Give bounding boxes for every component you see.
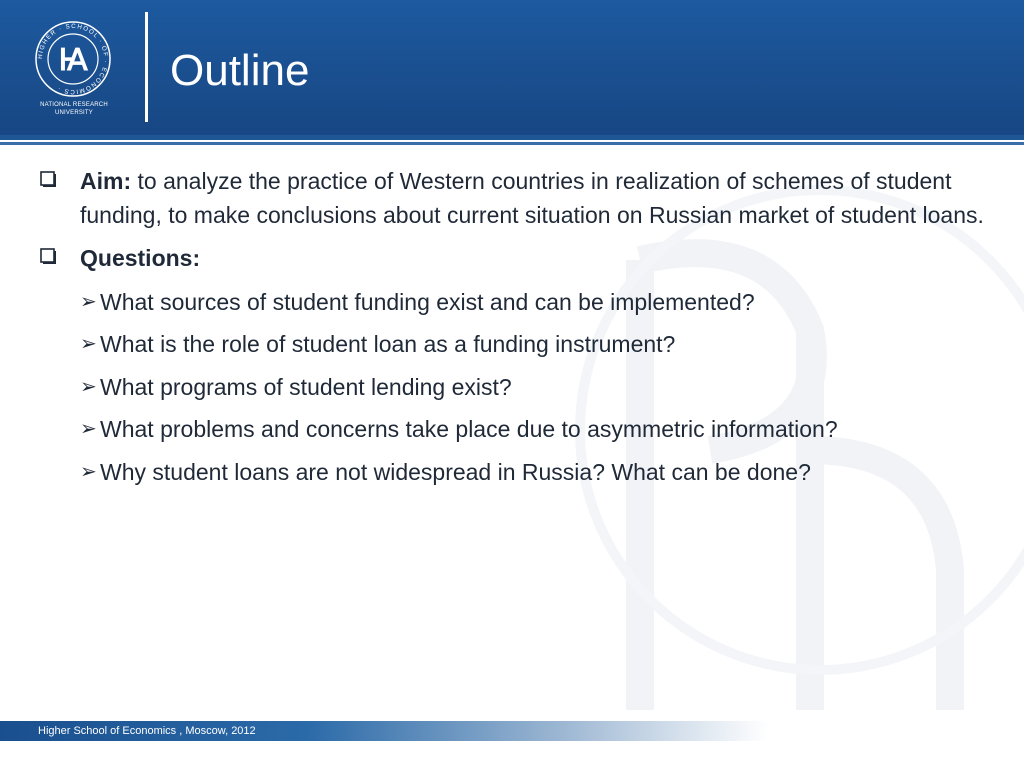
- arrow-right-icon: ➢: [80, 375, 97, 398]
- aim-bullet: [40, 165, 990, 232]
- checkbox-square-icon: [40, 171, 56, 187]
- aim-label: Aim:: [80, 168, 132, 194]
- question-item: [40, 456, 990, 490]
- footer-bar: [0, 721, 1024, 741]
- slide-content: [40, 165, 990, 498]
- header-underline-thin: [0, 142, 1024, 145]
- arrow-right-icon: ➢: [80, 333, 97, 355]
- header-underline: [0, 135, 1024, 140]
- logo-letter: Ꙗ: [58, 44, 88, 77]
- arrow-right-icon: ➢: [80, 418, 97, 440]
- questions-bullet: [40, 242, 990, 276]
- checkbox-square-icon: [40, 248, 56, 264]
- arrow-right-icon: ➢: [80, 290, 97, 313]
- question-text: What is the role of student loan as a funding instrument?: [100, 331, 676, 357]
- question-item: [40, 413, 990, 447]
- footer-text: Higher School of Economics , Moscow, 2012: [38, 725, 256, 737]
- logo-caption: [22, 101, 126, 117]
- logo-caption-line1: NATIONAL RESEARCH: [40, 102, 108, 108]
- header-divider: [145, 12, 148, 122]
- question-text: What programs of student lending exist?: [100, 373, 512, 400]
- header-bar: [0, 0, 1024, 135]
- question-text: What sources of student funding exist and can be implemented?: [100, 288, 755, 315]
- questions-label: Questions:: [80, 245, 201, 271]
- question-item: [40, 286, 990, 320]
- question-item: [40, 371, 990, 405]
- question-item: [40, 328, 990, 362]
- logo-caption-line2: UNIVERSITY: [54, 110, 93, 116]
- slide-title: Outline: [170, 46, 310, 95]
- aim-text: to analyze the practice of Western countries in realization of schemes of student funding, to make conclusions about current situation on Russian market of student loans.: [80, 168, 984, 228]
- hse-logo: [34, 20, 112, 98]
- arrow-right-icon: ➢: [80, 460, 97, 483]
- logo-ring-text: HIGHER · SCHOOL · OF · ECONOMICS ·: [36, 22, 110, 96]
- question-text: Why student loans are not widespread in Russia? What can be done?: [100, 458, 811, 485]
- question-text: What problems and concerns take place due to asymmetric information?: [100, 416, 838, 442]
